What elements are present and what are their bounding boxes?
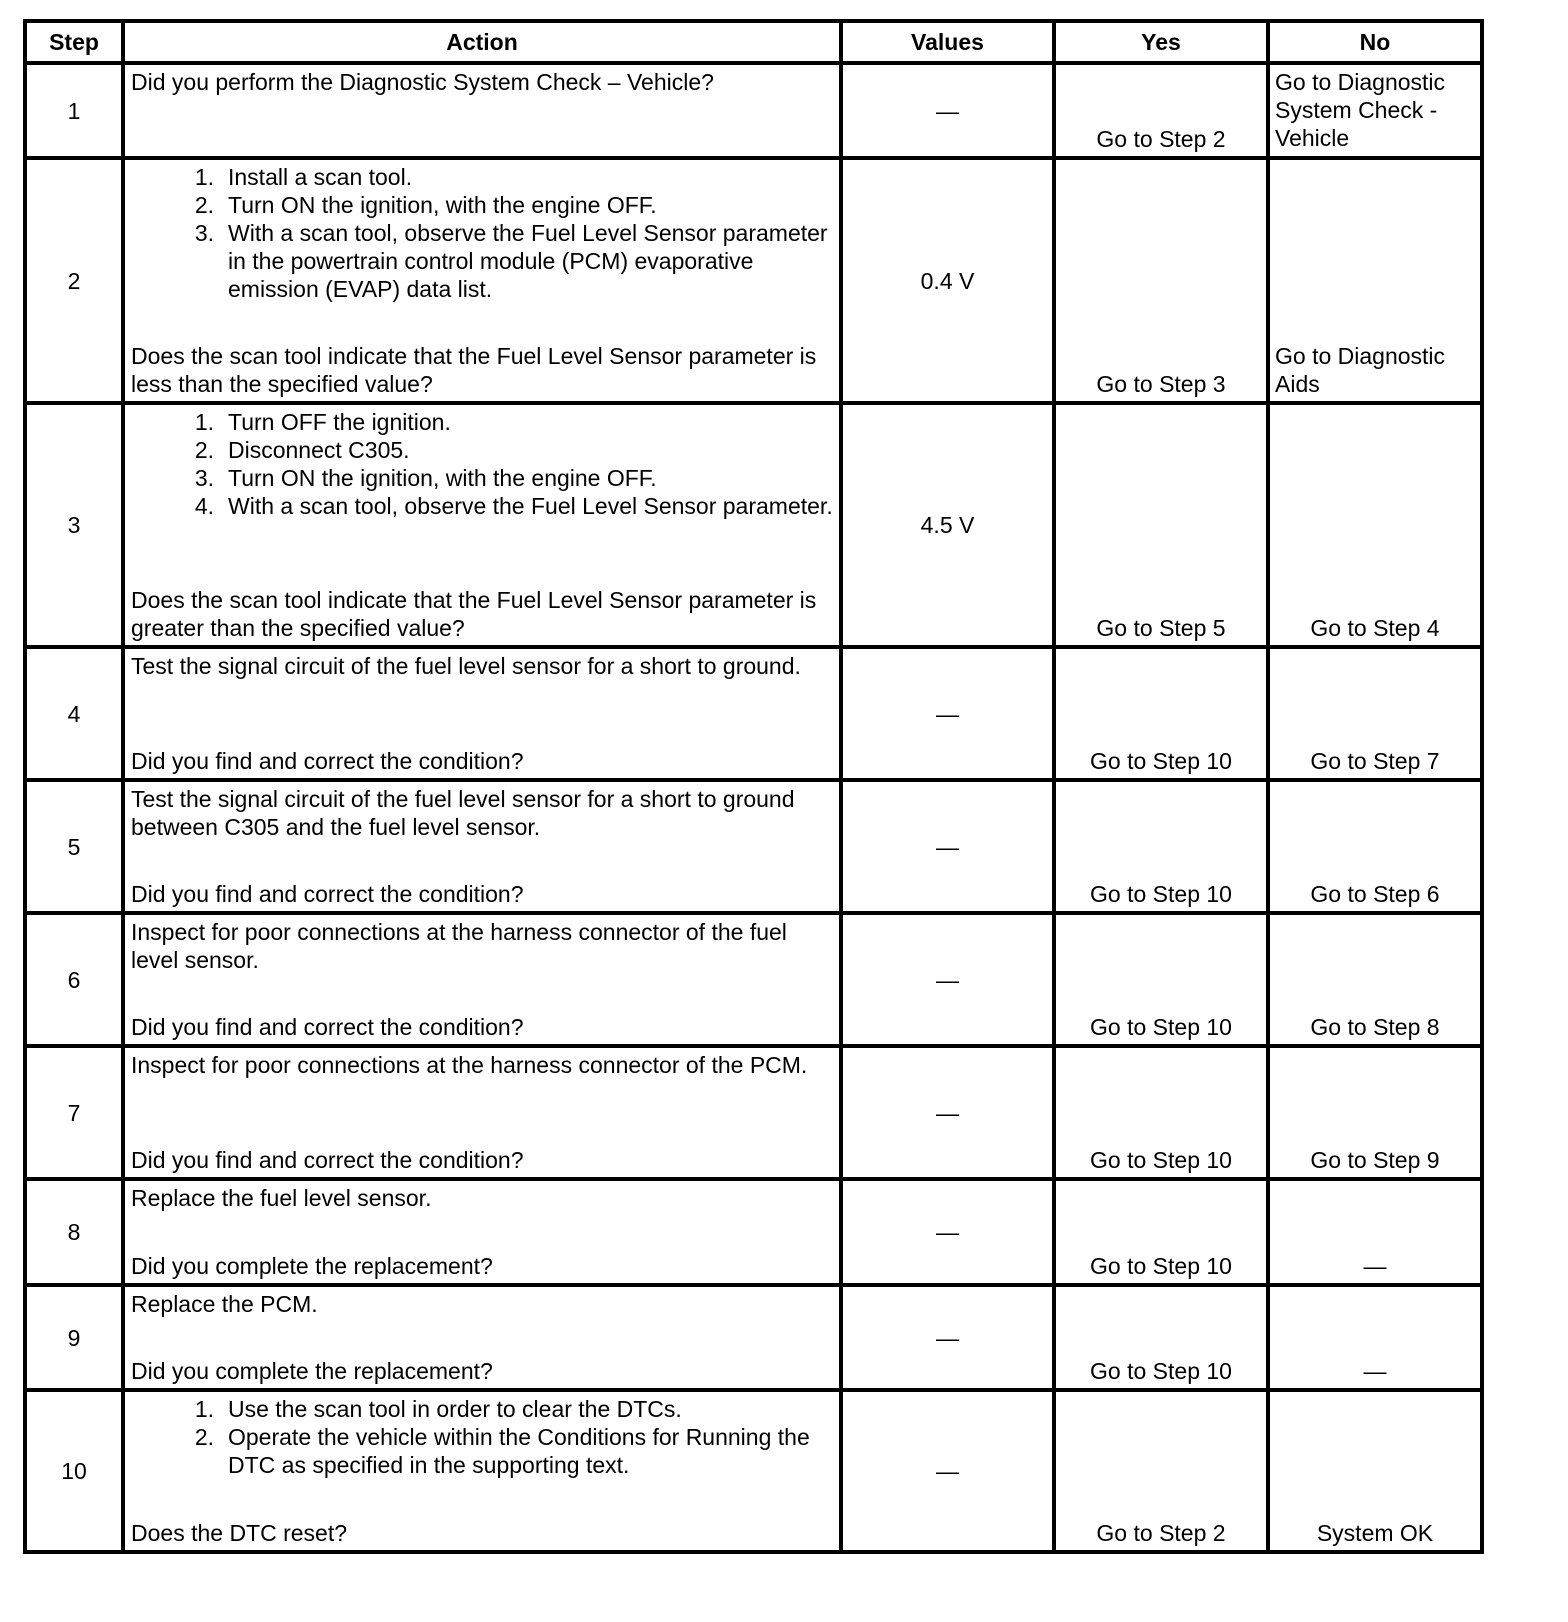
yes-cell xyxy=(1054,1390,1268,1552)
no-outcome: Go to Step 7 xyxy=(1310,748,1440,774)
no-outcome: — xyxy=(1363,1358,1387,1384)
no-cell xyxy=(1268,63,1482,158)
action-step-list xyxy=(131,408,833,520)
yes-cell xyxy=(1054,1046,1268,1179)
step-number: 2 xyxy=(25,158,123,403)
action-step-number: 2. xyxy=(194,1424,214,1450)
no-outcome: — xyxy=(1363,1253,1387,1279)
no-cell xyxy=(1268,647,1482,780)
yes-outcome: Go to Step 2 xyxy=(1096,126,1226,152)
action-question: Did you complete the replacement? xyxy=(131,1358,493,1384)
step-number: 8 xyxy=(25,1179,123,1285)
action-cell xyxy=(123,780,841,913)
action-step-text: Operate the vehicle within the Conditions for Running the DTC as specified in the supporting text. xyxy=(228,1424,810,1478)
step-number: 1 xyxy=(25,63,123,158)
diagnostic-table xyxy=(23,19,1484,1554)
value-cell: — xyxy=(841,780,1054,913)
table-row xyxy=(25,647,1482,780)
no-cell xyxy=(1268,1046,1482,1179)
header-action: Action xyxy=(123,21,841,63)
yes-outcome: Go to Step 10 xyxy=(1090,881,1232,907)
action-step-number: 3. xyxy=(194,220,214,246)
action-step-text: With a scan tool, observe the Fuel Level Sensor parameter in the powertrain control module (PCM) evaporative emission (EVAP) data list. xyxy=(228,220,828,302)
value-cell: — xyxy=(841,1046,1054,1179)
action-question: Did you find and correct the condition? xyxy=(131,748,524,774)
step-number: 5 xyxy=(25,780,123,913)
no-outcome: Go to Step 8 xyxy=(1310,1014,1440,1040)
no-cell xyxy=(1268,1179,1482,1285)
yes-cell xyxy=(1054,158,1268,403)
action-step-item xyxy=(131,464,833,492)
step-number: 6 xyxy=(25,913,123,1046)
no-cell xyxy=(1268,1285,1482,1390)
action-step-item xyxy=(131,191,833,219)
action-cell xyxy=(123,158,841,403)
step-number: 7 xyxy=(25,1046,123,1179)
value-cell: — xyxy=(841,647,1054,780)
action-question: Does the scan tool indicate that the Fuel Level Sensor parameter is greater than the specified value? xyxy=(131,587,817,641)
value-cell: 4.5 V xyxy=(841,403,1054,647)
value-cell: — xyxy=(841,1179,1054,1285)
action-question: Did you find and correct the condition? xyxy=(131,1014,524,1040)
action-question: Did you find and correct the condition? xyxy=(131,1147,524,1173)
action-step-item xyxy=(131,163,833,191)
no-cell xyxy=(1268,913,1482,1046)
value-cell: 0.4 V xyxy=(841,158,1054,403)
action-question: Did you find and correct the condition? xyxy=(131,881,524,907)
no-cell xyxy=(1268,1390,1482,1552)
action-step-item xyxy=(131,1423,833,1479)
yes-cell xyxy=(1054,63,1268,158)
action-step-number: 1. xyxy=(194,164,214,190)
action-step-item xyxy=(131,1395,833,1423)
table-row xyxy=(25,158,1482,403)
action-step-number: 4. xyxy=(194,493,214,519)
action-step-text: Install a scan tool. xyxy=(228,164,413,190)
action-step-text: Turn ON the ignition, with the engine OFF. xyxy=(228,192,657,218)
step-number: 4 xyxy=(25,647,123,780)
step-number: 9 xyxy=(25,1285,123,1390)
no-outcome: Go to Step 4 xyxy=(1310,615,1440,641)
action-step-number: 2. xyxy=(194,437,214,463)
header-yes: Yes xyxy=(1054,21,1268,63)
action-instruction: Replace the fuel level sensor. xyxy=(131,1185,432,1211)
table-row xyxy=(25,1390,1482,1552)
yes-cell xyxy=(1054,1285,1268,1390)
action-step-text: Use the scan tool in order to clear the DTCs. xyxy=(228,1396,682,1422)
action-step-list xyxy=(131,1395,833,1479)
step-number: 10 xyxy=(25,1390,123,1552)
action-step-item xyxy=(131,492,833,520)
action-step-text: Turn OFF the ignition. xyxy=(228,409,451,435)
action-cell xyxy=(123,403,841,647)
action-question: Did you complete the replacement? xyxy=(131,1253,493,1279)
no-cell xyxy=(1268,158,1482,403)
action-cell xyxy=(123,1179,841,1285)
no-outcome: Go to Diagnostic Aids xyxy=(1275,343,1446,397)
yes-cell xyxy=(1054,1179,1268,1285)
yes-cell xyxy=(1054,780,1268,913)
action-question: Does the DTC reset? xyxy=(131,1520,348,1546)
yes-outcome: Go to Step 3 xyxy=(1096,371,1226,397)
action-instruction: Test the signal circuit of the fuel level sensor for a short to ground between C305 and the fuel level sensor. xyxy=(131,786,795,840)
action-cell xyxy=(123,1285,841,1390)
action-cell xyxy=(123,63,841,158)
action-cell xyxy=(123,1046,841,1179)
action-step-number: 2. xyxy=(194,192,214,218)
yes-cell xyxy=(1054,647,1268,780)
yes-outcome: Go to Step 10 xyxy=(1090,1358,1232,1384)
action-step-list xyxy=(131,163,833,303)
no-outcome: Go to Step 9 xyxy=(1310,1147,1440,1173)
table-row xyxy=(25,780,1482,913)
yes-cell xyxy=(1054,913,1268,1046)
yes-outcome: Go to Step 10 xyxy=(1090,748,1232,774)
yes-outcome: Go to Step 10 xyxy=(1090,1147,1232,1173)
action-step-number: 1. xyxy=(194,1396,214,1422)
action-cell xyxy=(123,647,841,780)
yes-outcome: Go to Step 10 xyxy=(1090,1253,1232,1279)
action-instruction: Inspect for poor connections at the harness connector of the fuel level sensor. xyxy=(131,919,787,973)
action-step-text: Turn ON the ignition, with the engine OFF. xyxy=(228,465,657,491)
action-instruction: Did you perform the Diagnostic System Check – Vehicle? xyxy=(131,69,714,95)
header-values: Values xyxy=(841,21,1054,63)
header-row xyxy=(25,21,1482,63)
table-row xyxy=(25,1046,1482,1179)
table-row xyxy=(25,1179,1482,1285)
step-number: 3 xyxy=(25,403,123,647)
no-outcome: Go to Diagnostic System Check - Vehicle xyxy=(1275,69,1446,151)
table-row xyxy=(25,1285,1482,1390)
action-step-item xyxy=(131,219,833,303)
no-cell xyxy=(1268,780,1482,913)
action-step-text: Disconnect C305. xyxy=(228,437,410,463)
action-instruction: Inspect for poor connections at the harness connector of the PCM. xyxy=(131,1052,808,1078)
value-cell: — xyxy=(841,63,1054,158)
no-outcome: Go to Step 6 xyxy=(1310,881,1440,907)
action-cell xyxy=(123,913,841,1046)
action-step-text: With a scan tool, observe the Fuel Level Sensor parameter. xyxy=(228,493,833,519)
no-cell xyxy=(1268,403,1482,647)
action-question: Does the scan tool indicate that the Fuel Level Sensor parameter is less than the specified value? xyxy=(131,343,817,397)
action-step-number: 1. xyxy=(194,409,214,435)
value-cell: — xyxy=(841,913,1054,1046)
header-step: Step xyxy=(25,21,123,63)
action-instruction: Replace the PCM. xyxy=(131,1291,318,1317)
action-instruction: Test the signal circuit of the fuel level sensor for a short to ground. xyxy=(131,653,801,679)
header-no: No xyxy=(1268,21,1482,63)
action-step-item xyxy=(131,408,833,436)
action-step-number: 3. xyxy=(194,465,214,491)
action-step-item xyxy=(131,436,833,464)
value-cell: — xyxy=(841,1285,1054,1390)
value-cell: — xyxy=(841,1390,1054,1552)
action-cell xyxy=(123,1390,841,1552)
no-outcome: System OK xyxy=(1316,1520,1434,1546)
yes-outcome: Go to Step 5 xyxy=(1096,615,1226,641)
yes-outcome: Go to Step 10 xyxy=(1090,1014,1232,1040)
table-row xyxy=(25,63,1482,158)
table-row xyxy=(25,403,1482,647)
yes-outcome: Go to Step 2 xyxy=(1096,1520,1226,1546)
table-row xyxy=(25,913,1482,1046)
yes-cell xyxy=(1054,403,1268,647)
